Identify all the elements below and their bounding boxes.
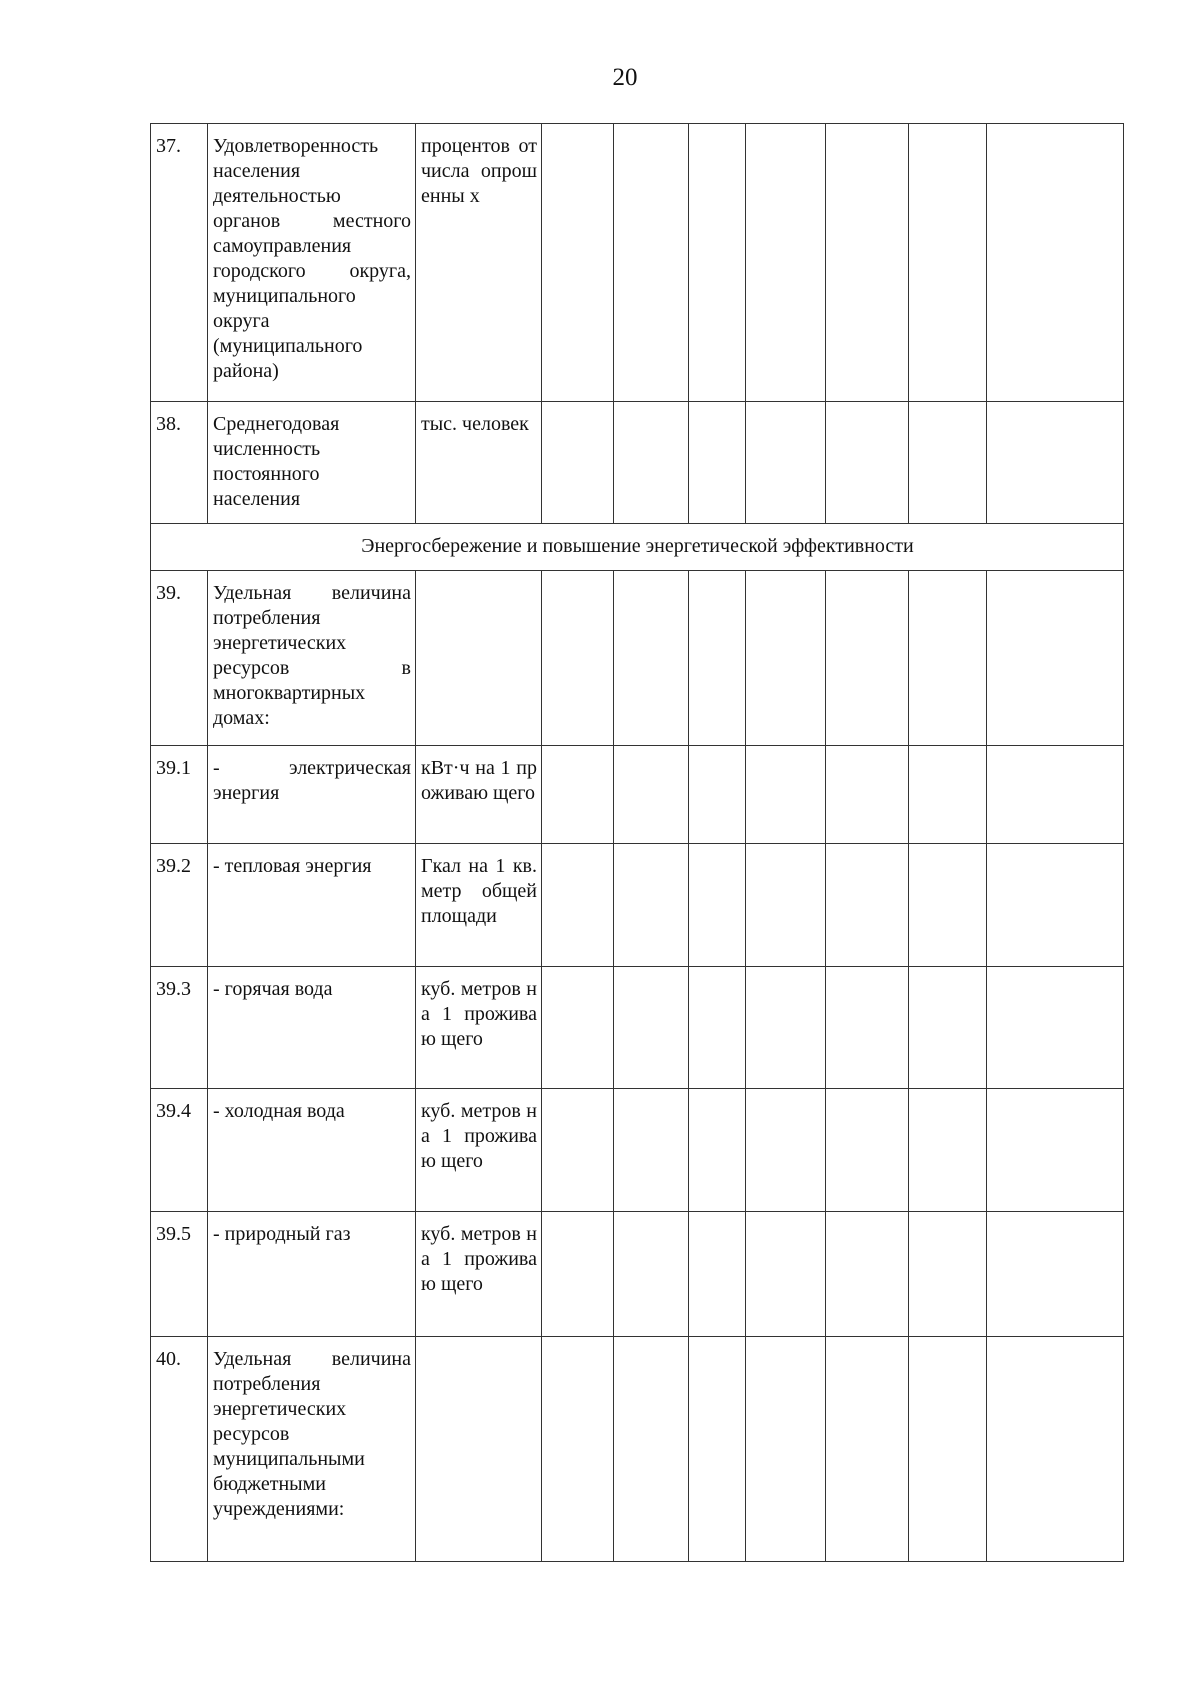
table-row xyxy=(151,124,1124,402)
value-cell xyxy=(987,571,1124,746)
indicators-table xyxy=(150,123,1124,1562)
page-number: 20 xyxy=(612,64,638,91)
table-row xyxy=(151,967,1124,1089)
indicator-name: - горячая вода xyxy=(208,967,416,1089)
row-number: 38. xyxy=(151,402,208,524)
value-cell xyxy=(826,1089,909,1212)
row-number: 40. xyxy=(151,1337,208,1562)
row-number: 39.2 xyxy=(151,844,208,967)
value-cell xyxy=(987,1212,1124,1337)
value-cell xyxy=(614,1212,689,1337)
value-cell xyxy=(542,1212,614,1337)
value-cell xyxy=(826,1337,909,1562)
value-cell xyxy=(614,124,689,402)
value-cell xyxy=(542,1089,614,1212)
row-number: 39.3 xyxy=(151,967,208,1089)
value-cell xyxy=(909,746,987,844)
indicator-name: - холодная вода xyxy=(208,1089,416,1212)
value-cell xyxy=(826,1212,909,1337)
value-cell xyxy=(909,571,987,746)
unit-cell xyxy=(416,1337,542,1562)
section-header-row xyxy=(151,524,1124,571)
value-cell xyxy=(614,1337,689,1562)
value-cell xyxy=(542,844,614,967)
value-cell xyxy=(746,844,826,967)
indicator-name: Среднегодовая численность постоянного населения xyxy=(208,402,416,524)
value-cell xyxy=(746,571,826,746)
value-cell xyxy=(987,967,1124,1089)
value-cell xyxy=(826,571,909,746)
value-cell xyxy=(542,571,614,746)
section-title: Энергосбережение и повышение энергетической эффективности xyxy=(151,524,1124,571)
value-cell xyxy=(826,746,909,844)
value-cell xyxy=(689,1337,746,1562)
unit-cell: тыс. человек xyxy=(416,402,542,524)
value-cell xyxy=(746,967,826,1089)
value-cell xyxy=(614,402,689,524)
value-cell xyxy=(826,124,909,402)
value-cell xyxy=(689,967,746,1089)
row-number: 39.5 xyxy=(151,1212,208,1337)
value-cell xyxy=(746,1337,826,1562)
indicator-name: - природный газ xyxy=(208,1212,416,1337)
unit-cell: Гкал на 1 кв. метр общей площади xyxy=(416,844,542,967)
value-cell xyxy=(909,967,987,1089)
unit-cell: процентов от числа опрошенны х xyxy=(416,124,542,402)
value-cell xyxy=(909,1337,987,1562)
value-cell xyxy=(909,402,987,524)
value-cell xyxy=(689,844,746,967)
value-cell xyxy=(909,844,987,967)
value-cell xyxy=(987,402,1124,524)
table-row xyxy=(151,1337,1124,1562)
value-cell xyxy=(689,1089,746,1212)
value-cell xyxy=(909,1089,987,1212)
value-cell xyxy=(542,402,614,524)
table-row xyxy=(151,746,1124,844)
row-number: 39.4 xyxy=(151,1089,208,1212)
value-cell xyxy=(689,124,746,402)
value-cell xyxy=(689,402,746,524)
value-cell xyxy=(826,967,909,1089)
indicator-name: Удельная величина потребления энергетических ресурсов в многоквартирных домах: xyxy=(208,571,416,746)
table-row xyxy=(151,1212,1124,1337)
table-row xyxy=(151,571,1124,746)
indicator-name: - электрическая энергия xyxy=(208,746,416,844)
indicator-name: - тепловая энергия xyxy=(208,844,416,967)
value-cell xyxy=(614,746,689,844)
value-cell xyxy=(746,402,826,524)
unit-cell: куб. метров на 1 проживаю щего xyxy=(416,1089,542,1212)
unit-cell: куб. метров на 1 проживаю щего xyxy=(416,967,542,1089)
value-cell xyxy=(614,571,689,746)
value-cell xyxy=(987,1089,1124,1212)
value-cell xyxy=(826,402,909,524)
value-cell xyxy=(909,1212,987,1337)
value-cell xyxy=(542,746,614,844)
value-cell xyxy=(987,844,1124,967)
value-cell xyxy=(826,844,909,967)
value-cell xyxy=(689,571,746,746)
table-row xyxy=(151,1089,1124,1212)
value-cell xyxy=(689,1212,746,1337)
value-cell xyxy=(542,967,614,1089)
value-cell xyxy=(689,746,746,844)
value-cell xyxy=(614,844,689,967)
value-cell xyxy=(987,1337,1124,1562)
indicator-name: Удельная величина потребления энергетических ресурсов муниципальными бюджетными учреждениями: xyxy=(208,1337,416,1562)
value-cell xyxy=(746,1089,826,1212)
value-cell xyxy=(542,1337,614,1562)
value-cell xyxy=(746,1212,826,1337)
value-cell xyxy=(542,124,614,402)
value-cell xyxy=(614,967,689,1089)
row-number: 39.1 xyxy=(151,746,208,844)
value-cell xyxy=(909,124,987,402)
value-cell xyxy=(746,746,826,844)
value-cell xyxy=(987,124,1124,402)
unit-cell xyxy=(416,571,542,746)
row-number: 37. xyxy=(151,124,208,402)
unit-cell: кВт·ч на 1 проживаю щего xyxy=(416,746,542,844)
unit-cell: куб. метров на 1 проживаю щего xyxy=(416,1212,542,1337)
indicator-name: Удовлетворенность населения деятельностью органов местного самоуправления городского округа, муниципального округа (муниципального района) xyxy=(208,124,416,402)
value-cell xyxy=(746,124,826,402)
value-cell xyxy=(987,746,1124,844)
value-cell xyxy=(614,1089,689,1212)
row-number: 39. xyxy=(151,571,208,746)
table-row xyxy=(151,844,1124,967)
table-row xyxy=(151,402,1124,524)
